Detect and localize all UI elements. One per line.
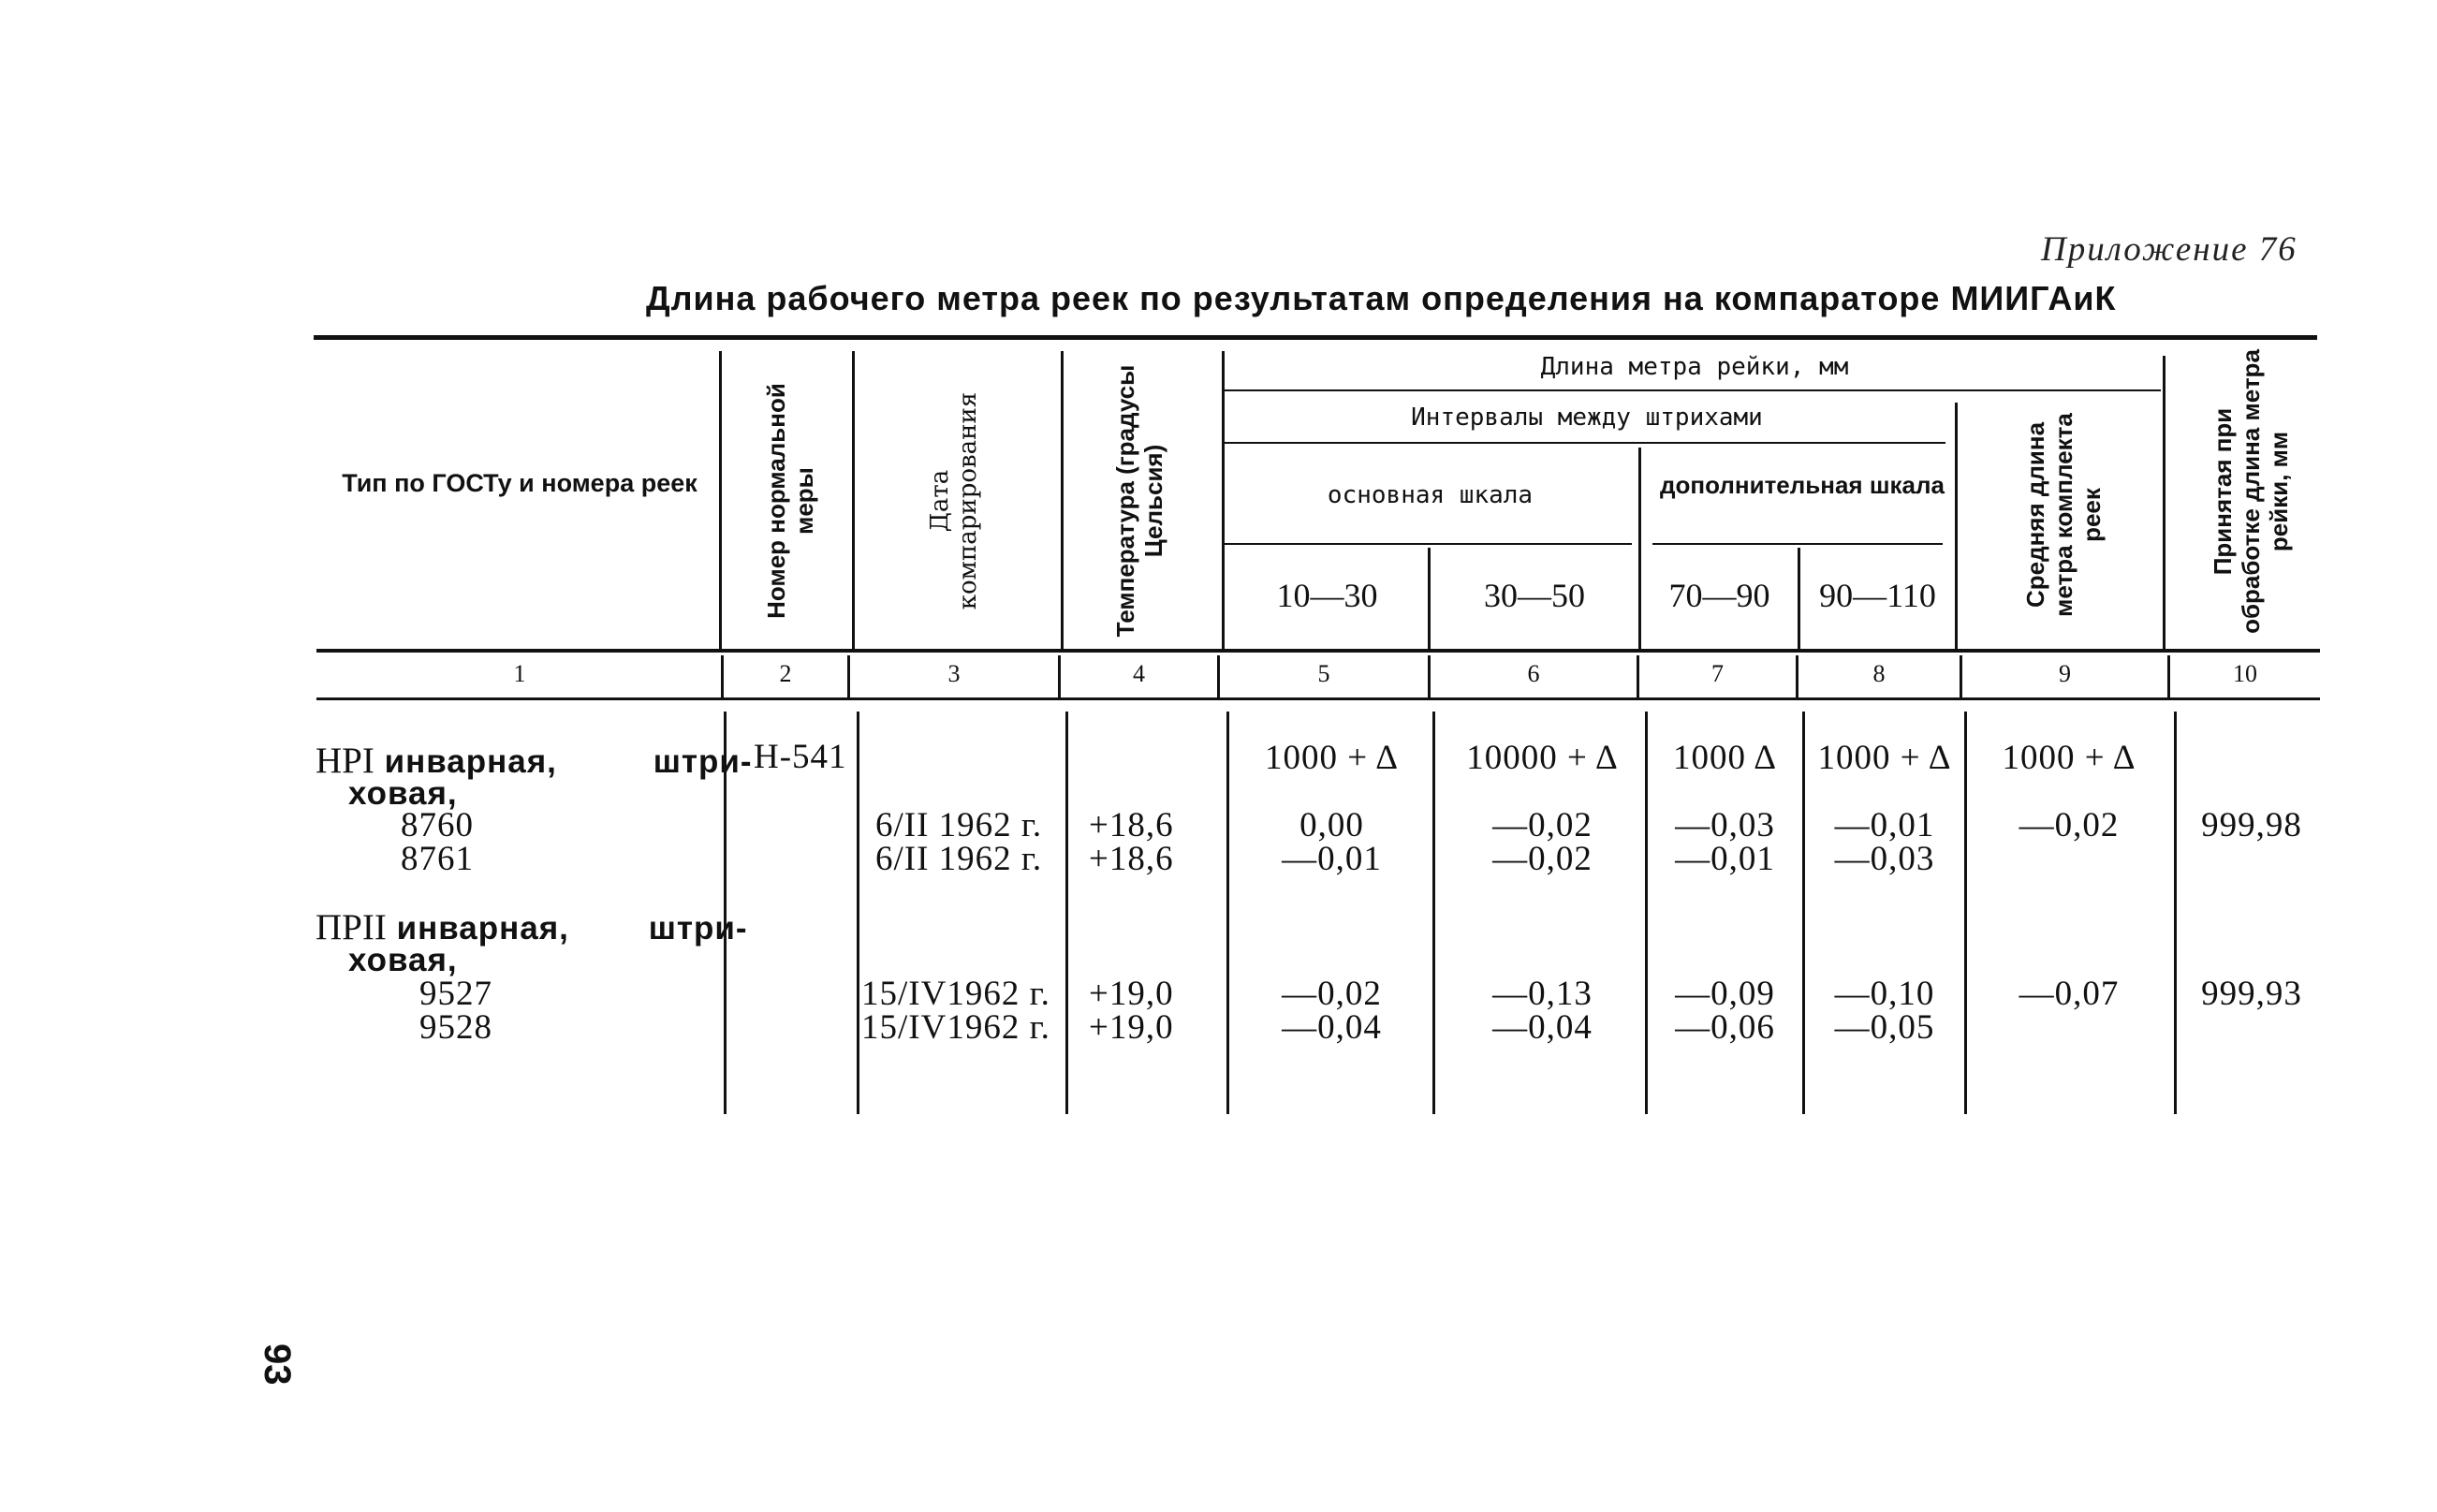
group-description: инварная, штри- (396, 910, 748, 947)
rod-number: 9527 (419, 975, 492, 1013)
value-30-50: —0,02 (1492, 840, 1593, 878)
group-description: инварная, штри- (384, 743, 753, 780)
temperature: +18,6 (1089, 806, 1174, 844)
value-90-110: —0,01 (1834, 806, 1935, 844)
range-90-110: 90—110 (1819, 577, 1936, 614)
value-10-30: —0,04 (1282, 1008, 1382, 1047)
value-90-110: —0,05 (1834, 1008, 1935, 1047)
mean-length: —0,07 (2019, 975, 2120, 1013)
col-number-6: 6 (1527, 660, 1540, 687)
base-value: 1000 + Δ (1264, 739, 1400, 777)
range-10-30: 10—30 (1276, 577, 1378, 614)
header-col9: Средняя длина метра комплекта реек (2021, 413, 2106, 617)
value-30-50: —0,13 (1492, 975, 1593, 1013)
range-70-90: 70—90 (1668, 577, 1770, 614)
accepted-length: 999,93 (2201, 975, 2302, 1013)
col-number-4: 4 (1133, 660, 1145, 687)
value-90-110: —0,03 (1834, 840, 1935, 878)
col-number-3: 3 (947, 660, 961, 687)
header-intervals: Интервалы между штрихами (1411, 404, 1763, 432)
group-description-cont: ховая, (348, 775, 458, 812)
col-number-8: 8 (1872, 660, 1886, 687)
comparison-date: 6/II 1962 г. (875, 806, 1043, 844)
range-30-50: 30—50 (1484, 577, 1585, 614)
header-main-scale: основная шкала (1327, 481, 1534, 509)
col-number-9: 9 (2059, 660, 2071, 687)
page-number: 93 (257, 1343, 298, 1386)
header-col4: Температура (градусы Цельсия) (1111, 364, 1167, 638)
comparison-date: 6/II 1962 г. (875, 840, 1043, 878)
appendix-label: Приложение 76 (2041, 230, 2298, 269)
value-10-30: —0,01 (1282, 840, 1382, 878)
header-col10: Принятая при обработке длина метра рейки, мм (2209, 349, 2293, 634)
value-10-30: 0,00 (1299, 806, 1364, 844)
header-col2: Номер нормальной меры (762, 383, 818, 619)
group-type-code: ПРII (316, 907, 387, 947)
temperature: +19,0 (1089, 1008, 1174, 1047)
header-col1: Тип по ГОСТу и номера реек (342, 469, 697, 497)
temperature: +18,6 (1089, 840, 1174, 878)
col-number-2: 2 (779, 660, 792, 687)
col-number-10: 10 (2233, 660, 2257, 687)
mean-length: —0,02 (2019, 806, 2120, 844)
value-90-110: —0,10 (1834, 975, 1935, 1013)
rod-number: 8761 (401, 840, 474, 878)
accepted-length: 999,98 (2201, 806, 2302, 844)
comparison-date: 15/IV1962 г. (861, 1008, 1050, 1047)
value-30-50: —0,04 (1492, 1008, 1593, 1047)
value-70-90: —0,03 (1675, 806, 1775, 844)
col-number-1: 1 (513, 660, 526, 687)
header-extra-scale: дополнительная шкала (1660, 471, 1945, 499)
group-type-code: НРI (316, 741, 374, 781)
rod-number: 8760 (401, 806, 474, 844)
page-title: Длина рабочего метра реек по результатам определения на компараторе МИИГАиК (646, 279, 2117, 317)
base-value: 10000 + Δ (1466, 739, 1619, 777)
base-value: 1000 Δ (1672, 739, 1777, 777)
header-col3: Дата компарирования (926, 391, 982, 610)
comparison-date: 15/IV1962 г. (861, 975, 1050, 1013)
value-30-50: —0,02 (1492, 806, 1593, 844)
value-10-30: —0,02 (1282, 975, 1382, 1013)
header-length-group: Длина метра рейки, мм (1540, 353, 1849, 381)
col-number-5: 5 (1317, 660, 1330, 687)
group-description-cont: ховая, (348, 942, 458, 978)
value-70-90: —0,01 (1675, 840, 1775, 878)
value-70-90: —0,09 (1675, 975, 1775, 1013)
value-70-90: —0,06 (1675, 1008, 1775, 1047)
base-value: 1000 + Δ (1817, 739, 1952, 777)
measure-number: Н-541 (754, 738, 847, 776)
rod-number: 9528 (419, 1008, 492, 1047)
temperature: +19,0 (1089, 975, 1174, 1013)
base-value: 1000 + Δ (2002, 739, 2136, 777)
col-number-7: 7 (1711, 660, 1724, 687)
